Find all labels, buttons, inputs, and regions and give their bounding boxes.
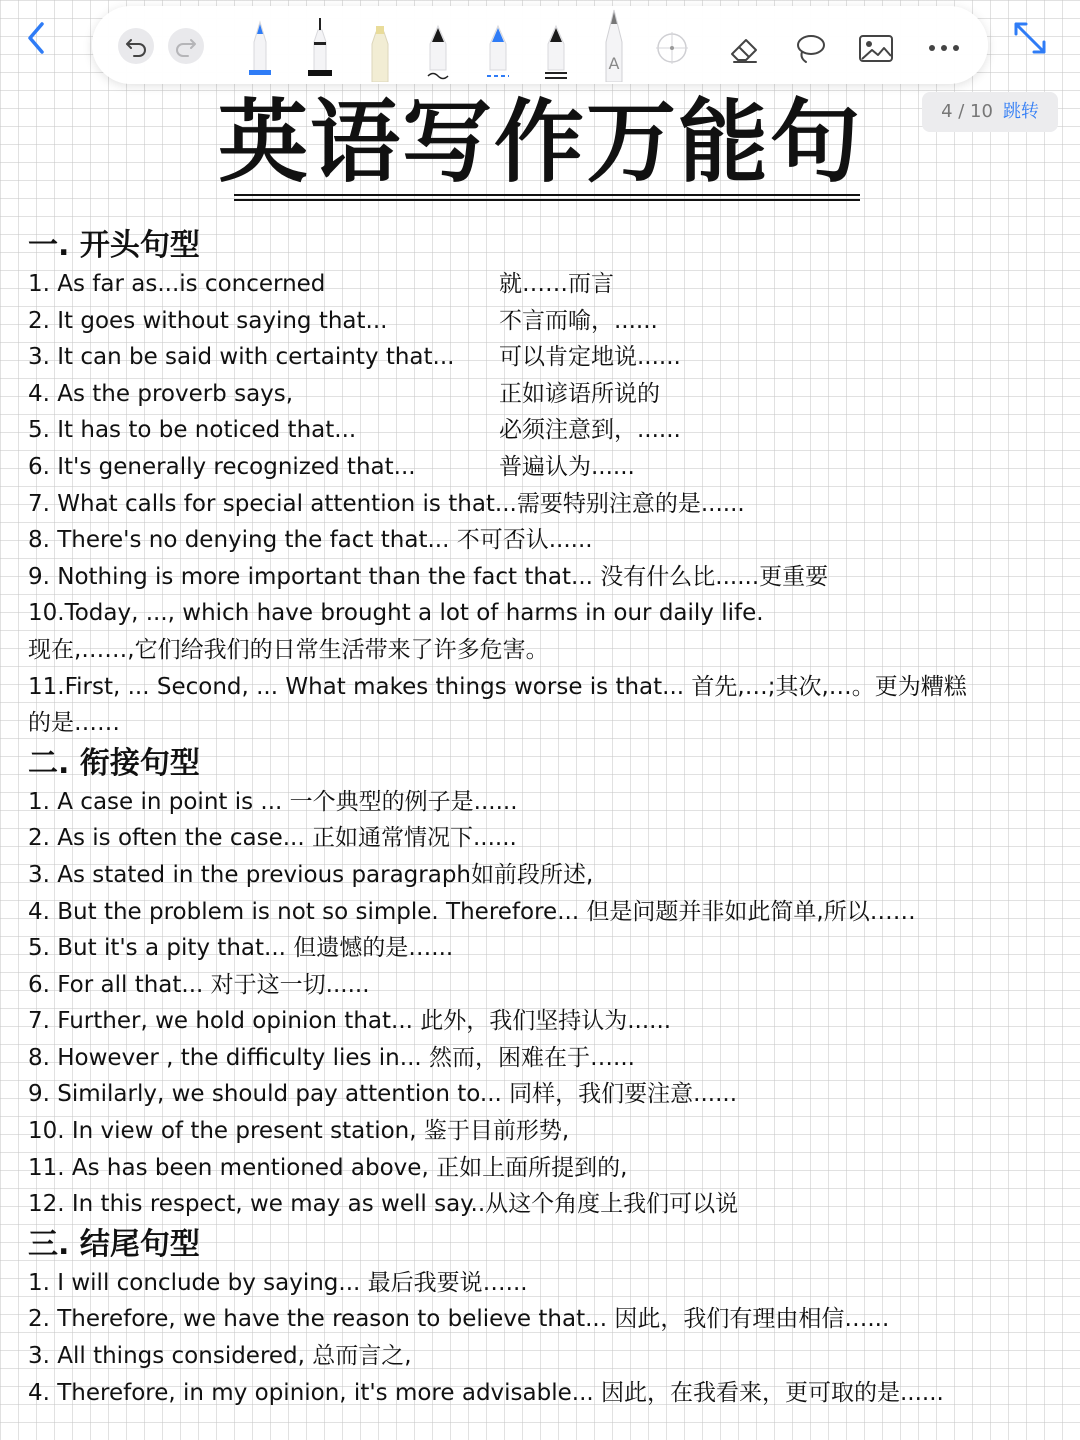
pencil-tool-gray[interactable] <box>594 8 634 82</box>
fullscreen-button[interactable] <box>1010 18 1050 58</box>
pen-tool-blue-dashed[interactable] <box>478 8 518 82</box>
list-item: 7. Further, we hold opinion that... 此外，我们坚持认为...... <box>28 1008 672 1035</box>
fineliner-black-icon <box>300 8 340 82</box>
list-item: 1. I will conclude by saying... 最后我要说…... <box>28 1269 528 1296</box>
insert-image-button[interactable] <box>856 28 896 68</box>
list-item: 3. All things considered, 总而言之, <box>28 1343 412 1370</box>
undo-icon <box>118 28 154 64</box>
redo-icon <box>168 28 204 64</box>
note-content <box>28 226 1058 1411</box>
list-item: 4. As the proverb says, 正如谚语所说的 <box>28 380 660 407</box>
list-item: 4. Therefore, in my opinion, it's more advisable... 因此，在我看来，更可取的是...... <box>28 1379 944 1406</box>
marker-black-icon <box>536 8 576 82</box>
list-item: 2. As is often the case... 正如通常情况下...... <box>28 825 517 852</box>
section-heading: 一. 开头句型 <box>28 228 200 263</box>
expand-arrows-icon <box>1010 18 1050 58</box>
pen-blue-dashed-icon <box>478 8 518 82</box>
section-transition <box>28 744 1058 1223</box>
list-item: 2. It goes without saying that... 不言而喻，...... <box>28 307 658 334</box>
lasso-tool[interactable] <box>790 28 830 68</box>
list-item: 2. Therefore, we have the reason to believe that... 因此，我们有理由相信…... <box>28 1306 890 1333</box>
list-item: 8. There's no denying the fact that... 不可否认...... <box>28 527 593 554</box>
title-underline-bottom <box>234 199 860 201</box>
chevron-left-icon <box>18 16 58 60</box>
jump-to-page-button[interactable]: 跳转 <box>1002 101 1039 122</box>
list-item: 10.Today, ..., which have brought a lot of harms in our daily life. <box>28 600 764 627</box>
page-number: 4 / 10 <box>941 101 993 122</box>
section-heading: 二. 衔接句型 <box>28 745 200 781</box>
pencil-letter: A <box>608 54 620 73</box>
section-closing <box>28 1225 1058 1411</box>
list-item: 6. It's generally recognized that... 普遍认为...... <box>28 453 635 480</box>
more-icon <box>924 28 964 68</box>
list-item: 1. A case in point is ... 一个典型的例子是...... <box>28 788 518 815</box>
crosshair-icon <box>652 28 692 68</box>
eraser-tool[interactable] <box>724 28 764 68</box>
fineliner-tool-black[interactable] <box>300 8 340 82</box>
list-item: 12. In this respect, we may as well say..从这个角度上我们可以说 <box>28 1191 739 1218</box>
list-item: 8. However , the difficulty lies in... 然而，困难在于…... <box>28 1044 635 1071</box>
list-item: 9. Similarly, we should pay attention to... 同样，我们要注意...... <box>28 1081 738 1108</box>
section-opening <box>28 226 1058 742</box>
lasso-icon <box>790 28 830 68</box>
list-item: 11.First, ... Second, ... What makes things worse is that... 首先,…;其次,…。更为糟糕 <box>28 673 967 700</box>
section-heading: 三. 结尾句型 <box>28 1226 200 1262</box>
redo-button[interactable] <box>168 28 204 64</box>
brush-pen-black-icon <box>418 8 458 82</box>
undo-button[interactable] <box>118 28 154 64</box>
list-item: 3. It can be said with certainty that... 可以肯定地说...... <box>28 344 681 371</box>
list-item: 11. As has been mentioned above, 正如上面所提到的, <box>28 1154 628 1181</box>
list-item: 的是…… <box>28 710 120 737</box>
list-item: 现在,……,它们给我们的日常生活带来了许多危害。 <box>28 636 549 663</box>
list-item: 1. As far as...is concerned 就……而言 <box>28 271 614 297</box>
pen-tool-blue[interactable] <box>240 8 280 82</box>
list-item: 5. It has to be noticed that... 必须注意到，...... <box>28 417 681 444</box>
brush-pen-tool-black[interactable] <box>418 8 458 82</box>
list-item: 5. But it's a pity that... 但遗憾的是…... <box>28 935 454 962</box>
ruler-tool[interactable] <box>652 28 692 68</box>
page-title: 英语写作万能句 <box>218 90 862 195</box>
highlighter-tool-yellow[interactable] <box>360 8 400 82</box>
eraser-icon <box>724 28 764 68</box>
list-item: 6. For all that... 对于这一切...... <box>28 971 370 998</box>
list-item: 10. In view of the present station, 鉴于目前形势, <box>28 1118 570 1145</box>
title-underline-top <box>234 194 860 196</box>
list-item: 9. Nothing is more important than the fact that... 没有什么比......更重要 <box>28 563 829 590</box>
highlighter-yellow-icon <box>360 8 400 82</box>
drawing-toolbar <box>92 6 988 84</box>
list-item: 3. As stated in the previous paragraph如前段所述, <box>28 861 594 888</box>
marker-tool-black[interactable] <box>536 8 576 82</box>
image-icon <box>856 28 896 68</box>
list-item: 4. But the problem is not so simple. Therefore... 但是问题并非如此简单,所以…… <box>28 898 916 925</box>
more-button[interactable] <box>924 28 964 68</box>
pen-blue-icon <box>240 8 280 82</box>
list-item: 7. What calls for special attention is that...需要特别注意的是...... <box>28 490 745 517</box>
back-button[interactable] <box>18 16 58 60</box>
